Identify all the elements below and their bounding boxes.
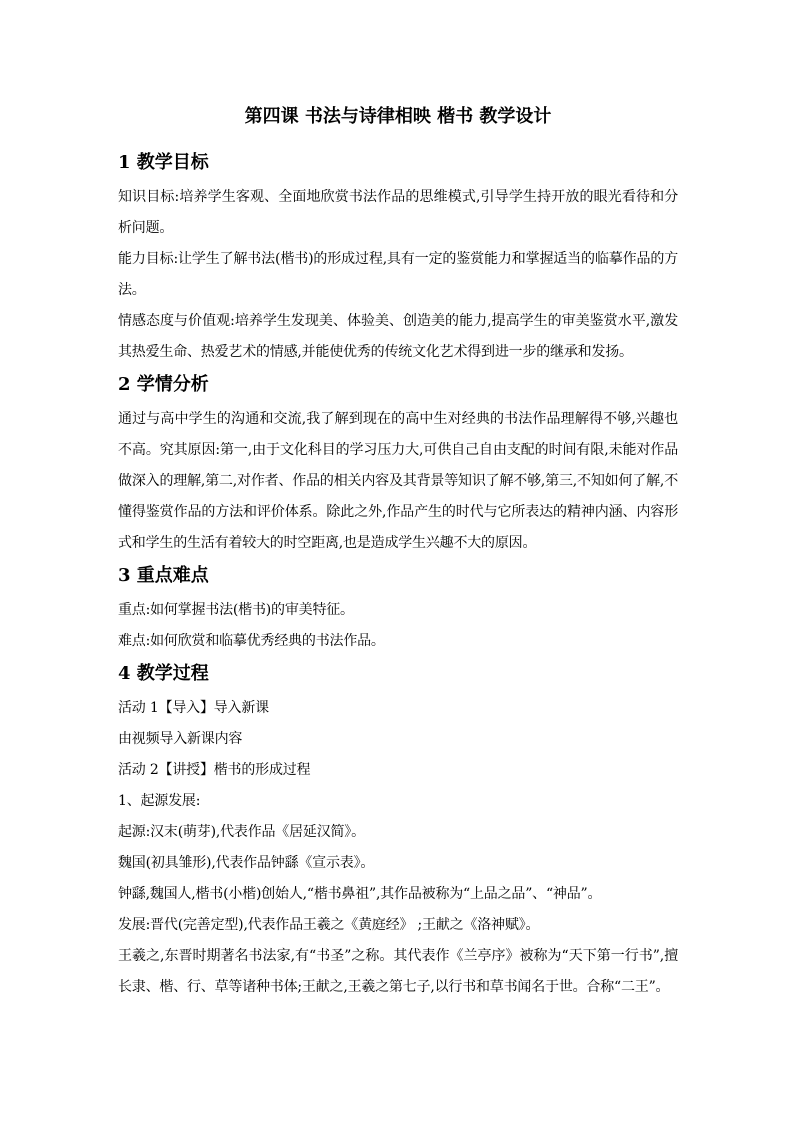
section-heading-objectives: 1 教学目标 [118, 152, 209, 173]
section-objectives [118, 148, 678, 368]
ability-objective: 能力目标:让学生了解书法(楷书)的形成过程,具有一定的鉴赏能力和掌握适当的临摹作品的方法。 [118, 251, 678, 298]
attitude-objective: 情感态度与价值观:培养学生发现美、体验美、创造美的能力,提高学生的审美鉴赏水平,激发其热爱生命、热爱艺术的情感,并能使优秀的传统文化艺术得到进一步的继承和发扬。 [118, 313, 678, 360]
key-point: 重点:如何掌握书法(楷书)的审美特征。 [118, 602, 354, 618]
section-analysis [118, 370, 678, 559]
process-line: 魏国(初具雏形),代表作品钟繇《宣示表》。 [118, 855, 375, 871]
analysis-paragraph: 通过与高中学生的沟通和交流,我了解到现在的高中生对经典的书法作品理解得不够,兴趣也不高。究其原因:第一,由于文化科目的学习压力大,可供自己自由支配的时间有限,未能对作品做深入的理解,第二,对作者、作品的相关内容及其背景等知识了解不够,第三,不知如何了解,不懂得鉴赏作品的方法和评价体系。除此之外,作品产生的时代与它所表达的精神内涵、内容形式和学生的生活有着较大的时空距离,也是造成学生兴趣不大的原因。 [118, 411, 678, 551]
process-line: 1、起源发展: [118, 793, 201, 809]
knowledge-objective: 知识目标:培养学生客观、全面地欣赏书法作品的思维模式,引导学生持开放的眼光看待和分析问题。 [118, 189, 678, 236]
process-line: 发展:晋代(完善定型),代表作品王羲之《黄庭经》 ;王献之《洛神赋》。 [118, 917, 540, 933]
process-line: 活动 1【导入】导入新课 [118, 700, 269, 716]
difficult-point: 难点:如何欣赏和临摹优秀经典的书法作品。 [118, 633, 385, 649]
section-keypoints [118, 561, 678, 657]
process-line: 由视频导入新课内容 [118, 731, 243, 747]
process-line: 起源:汉末(萌芽),代表作品《居延汉简》。 [118, 824, 365, 840]
process-closing-paragraph: 王羲之,东晋时期著名书法家,有“书圣”之称。其代表作《兰亭序》被称为“天下第一行书”,擅长隶、楷、行、草等诸种书体;王献之,王羲之第七子,以行书和草书闻名于世。合称“二王”。 [118, 948, 678, 995]
section-process [118, 659, 678, 1003]
document-title: 第四课 书法与诗律相映 楷书 教学设计 [244, 106, 552, 127]
section-heading-keypoints: 3 重点难点 [118, 565, 209, 586]
process-line: 钟繇,魏国人,楷书(小楷)创始人,“楷书鼻祖”,其作品被称为“上品之品”、“神品”。 [118, 886, 602, 902]
section-heading-process: 4 教学过程 [118, 663, 209, 684]
process-line: 活动 2【讲授】楷书的形成过程 [118, 762, 311, 778]
document-page [118, 100, 678, 1003]
section-heading-analysis: 2 学情分析 [118, 374, 209, 395]
